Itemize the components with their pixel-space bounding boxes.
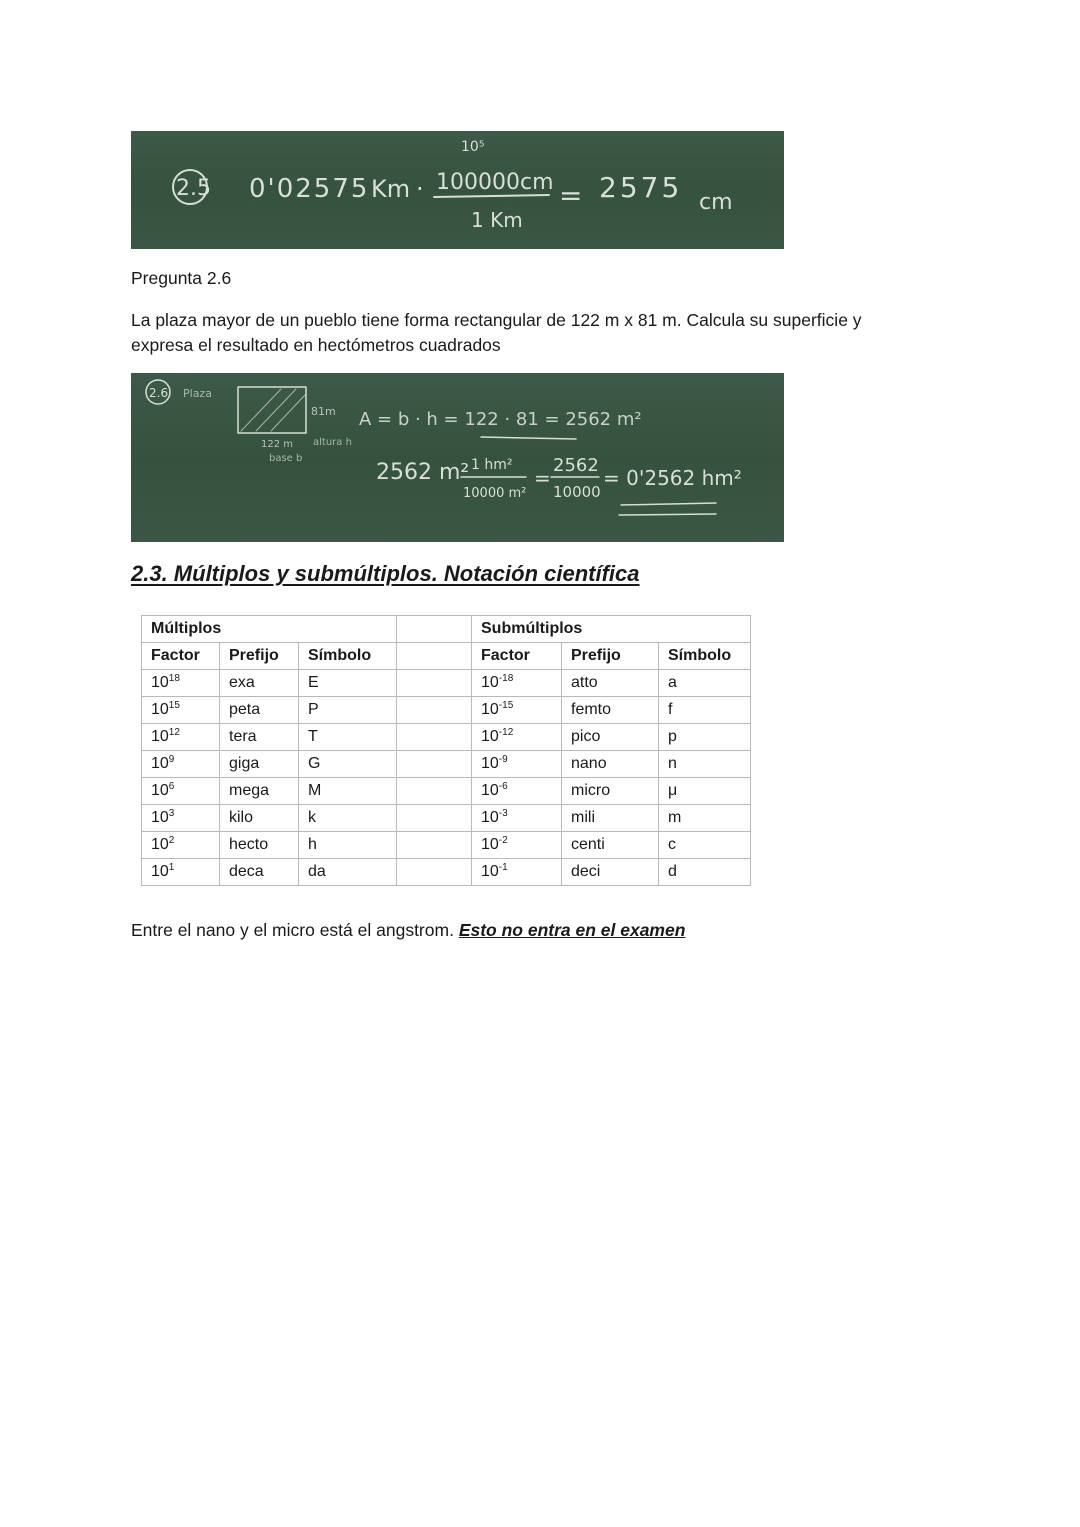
symbol-cell: d	[659, 859, 751, 886]
top-note: 10⁵	[461, 139, 485, 155]
conversion-denominator: 10000 m²	[463, 486, 527, 501]
prefix-cell: micro	[562, 778, 659, 805]
factor-exponent: 15	[168, 700, 180, 711]
header-factor: Factor	[142, 643, 220, 670]
factor-base: 10	[481, 755, 499, 772]
factor-cell	[472, 670, 562, 697]
fraction-denominator: 1 Km	[471, 208, 523, 232]
base-label: base b	[269, 453, 303, 464]
area-formula: A = b · h = 122 · 81 = 2562 m²	[359, 409, 642, 430]
symbol-cell: c	[659, 832, 751, 859]
header-prefix: Prefijo	[562, 643, 659, 670]
symbol-cell: da	[299, 859, 397, 886]
altura-label: altura h	[313, 437, 352, 448]
times-sign: ·	[416, 175, 424, 203]
table-row	[142, 724, 751, 751]
table-row	[142, 697, 751, 724]
multiples-title: Múltiplos	[142, 616, 397, 643]
chalkboard-drawing	[131, 131, 784, 249]
header-prefix: Prefijo	[220, 643, 299, 670]
chalkboard-drawing	[131, 373, 784, 542]
header-symbol: Símbolo	[659, 643, 751, 670]
chalkboard-photo-2-5	[131, 131, 784, 249]
final-result: = 0'2562 hm²	[603, 466, 742, 490]
problem-number: 2.5	[176, 176, 211, 201]
symbol-cell: P	[299, 697, 397, 724]
factor-base: 10	[481, 809, 499, 826]
factor-base: 10	[481, 728, 499, 745]
factor-cell	[472, 697, 562, 724]
footer-note-emphasis: Esto no entra en el examen	[458, 920, 686, 940]
factor-cell	[142, 778, 220, 805]
prefix-cell: atto	[562, 670, 659, 697]
factor-exponent: 2	[168, 835, 175, 846]
factor-base: 10	[151, 674, 169, 691]
factor-cell	[142, 859, 220, 886]
problem-number: 2.6	[149, 386, 169, 400]
table-row	[142, 778, 751, 805]
result-underline	[621, 503, 716, 505]
factor-cell	[472, 724, 562, 751]
width-label: 122 m	[261, 439, 294, 450]
spacer-cell	[397, 697, 472, 724]
factor-exponent: -3	[498, 808, 508, 819]
question-label: Pregunta 2.6	[131, 268, 232, 288]
factor-cell	[142, 832, 220, 859]
prefix-cell: mili	[562, 805, 659, 832]
factor-base: 10	[151, 701, 169, 718]
factor-cell	[472, 751, 562, 778]
formula-underline	[481, 437, 576, 439]
spacer-cell	[397, 616, 472, 643]
factor-base: 10	[151, 863, 169, 880]
hatching-line	[241, 389, 281, 431]
symbol-cell: m	[659, 805, 751, 832]
factor-cell	[142, 724, 220, 751]
factor-exponent: 12	[168, 727, 180, 738]
footer-note	[131, 918, 685, 943]
factor-base: 10	[151, 782, 169, 799]
prefix-cell: pico	[562, 724, 659, 751]
footer-note-text: Entre el nano y el micro está el angstrom.	[131, 920, 454, 940]
factor-cell	[142, 751, 220, 778]
factor-cell	[142, 697, 220, 724]
rectangle-sketch	[238, 387, 306, 433]
factor-exponent: 3	[168, 808, 175, 819]
table-row	[142, 670, 751, 697]
fraction-numerator: 2562	[553, 455, 599, 476]
symbol-cell: p	[659, 724, 751, 751]
symbol-cell: G	[299, 751, 397, 778]
factor-cell	[142, 805, 220, 832]
spacer-cell	[397, 859, 472, 886]
result-unit: cm	[699, 190, 733, 215]
symbol-cell: μ	[659, 778, 751, 805]
question-text: La plaza mayor de un pueblo tiene forma rectangular de 122 m x 81 m. Calcula su superficie y expresa el resultado en hectómetros cuadrados	[131, 310, 862, 355]
factor-exponent: -15	[498, 700, 514, 711]
factor-base: 10	[481, 782, 499, 799]
prefix-cell: mega	[220, 778, 299, 805]
fraction-denominator: 10000	[553, 483, 601, 501]
spacer-cell	[397, 724, 472, 751]
height-label: 81m	[311, 405, 336, 418]
result-value: 2575	[599, 171, 683, 204]
factor-base: 10	[151, 728, 169, 745]
symbol-cell: M	[299, 778, 397, 805]
plaza-label: Plaza	[183, 387, 212, 400]
fraction-bar	[434, 195, 549, 197]
factor-cell	[472, 805, 562, 832]
conversion-value: 2562 m²	[376, 460, 470, 485]
section-heading: 2.3. Múltiplos y submúltiplos. Notación científica	[131, 561, 640, 586]
prefix-cell: centi	[562, 832, 659, 859]
spacer-cell	[397, 751, 472, 778]
symbol-cell: k	[299, 805, 397, 832]
factor-base: 10	[481, 701, 499, 718]
table-row	[142, 805, 751, 832]
prefix-cell: deca	[220, 859, 299, 886]
factor-base: 10	[151, 755, 169, 772]
prefix-cell: giga	[220, 751, 299, 778]
prefix-cell: tera	[220, 724, 299, 751]
prefix-cell: hecto	[220, 832, 299, 859]
table-header-row	[142, 643, 751, 670]
prefix-cell: kilo	[220, 805, 299, 832]
factor-exponent: -9	[498, 754, 508, 765]
factor-exponent: -12	[498, 727, 514, 738]
factor-cell	[142, 670, 220, 697]
expression-unit: Km	[371, 175, 411, 203]
factor-exponent: -6	[498, 781, 508, 792]
factor-base: 10	[151, 836, 169, 853]
header-symbol: Símbolo	[299, 643, 397, 670]
prefix-cell: nano	[562, 751, 659, 778]
expression-value: 0'02575	[249, 174, 370, 204]
conversion-numerator: 1 hm²	[471, 457, 513, 473]
prefix-cell: peta	[220, 697, 299, 724]
submultiples-title: Submúltiplos	[472, 616, 751, 643]
chalkboard-photo-2-6	[131, 373, 784, 542]
factor-cell	[472, 778, 562, 805]
fraction-numerator: 100000cm	[436, 170, 554, 195]
symbol-cell: f	[659, 697, 751, 724]
prefix-cell: exa	[220, 670, 299, 697]
symbol-cell: a	[659, 670, 751, 697]
factor-cell	[472, 832, 562, 859]
spacer-cell	[397, 805, 472, 832]
prefixes-table	[141, 615, 751, 886]
spacer-cell	[397, 832, 472, 859]
factor-exponent: -2	[498, 835, 508, 846]
prefix-cell: femto	[562, 697, 659, 724]
symbol-cell: T	[299, 724, 397, 751]
table-row	[142, 859, 751, 886]
factor-cell	[472, 859, 562, 886]
factor-base: 10	[481, 674, 499, 691]
header-factor: Factor	[472, 643, 562, 670]
factor-base: 10	[481, 863, 499, 880]
prefix-cell: deci	[562, 859, 659, 886]
equals-sign: =	[534, 466, 551, 490]
factor-base: 10	[481, 836, 499, 853]
spacer-cell	[397, 778, 472, 805]
hatching-line	[256, 389, 296, 431]
factor-exponent: 6	[168, 781, 175, 792]
factor-base: 10	[151, 809, 169, 826]
result-underline	[619, 514, 716, 515]
factor-exponent: 1	[168, 862, 175, 873]
spacer-cell	[397, 643, 472, 670]
symbol-cell: h	[299, 832, 397, 859]
factor-exponent: 9	[168, 754, 175, 765]
factor-exponent: 18	[168, 673, 180, 684]
hatching-line	[271, 395, 305, 431]
symbol-cell: E	[299, 670, 397, 697]
prefixes-table-body	[142, 616, 751, 886]
table-row	[142, 751, 751, 778]
table-title-row	[142, 616, 751, 643]
spacer-cell	[397, 670, 472, 697]
factor-exponent: -18	[498, 673, 514, 684]
symbol-cell: n	[659, 751, 751, 778]
equals-sign: =	[559, 179, 583, 212]
table-row	[142, 832, 751, 859]
factor-exponent: -1	[498, 862, 508, 873]
